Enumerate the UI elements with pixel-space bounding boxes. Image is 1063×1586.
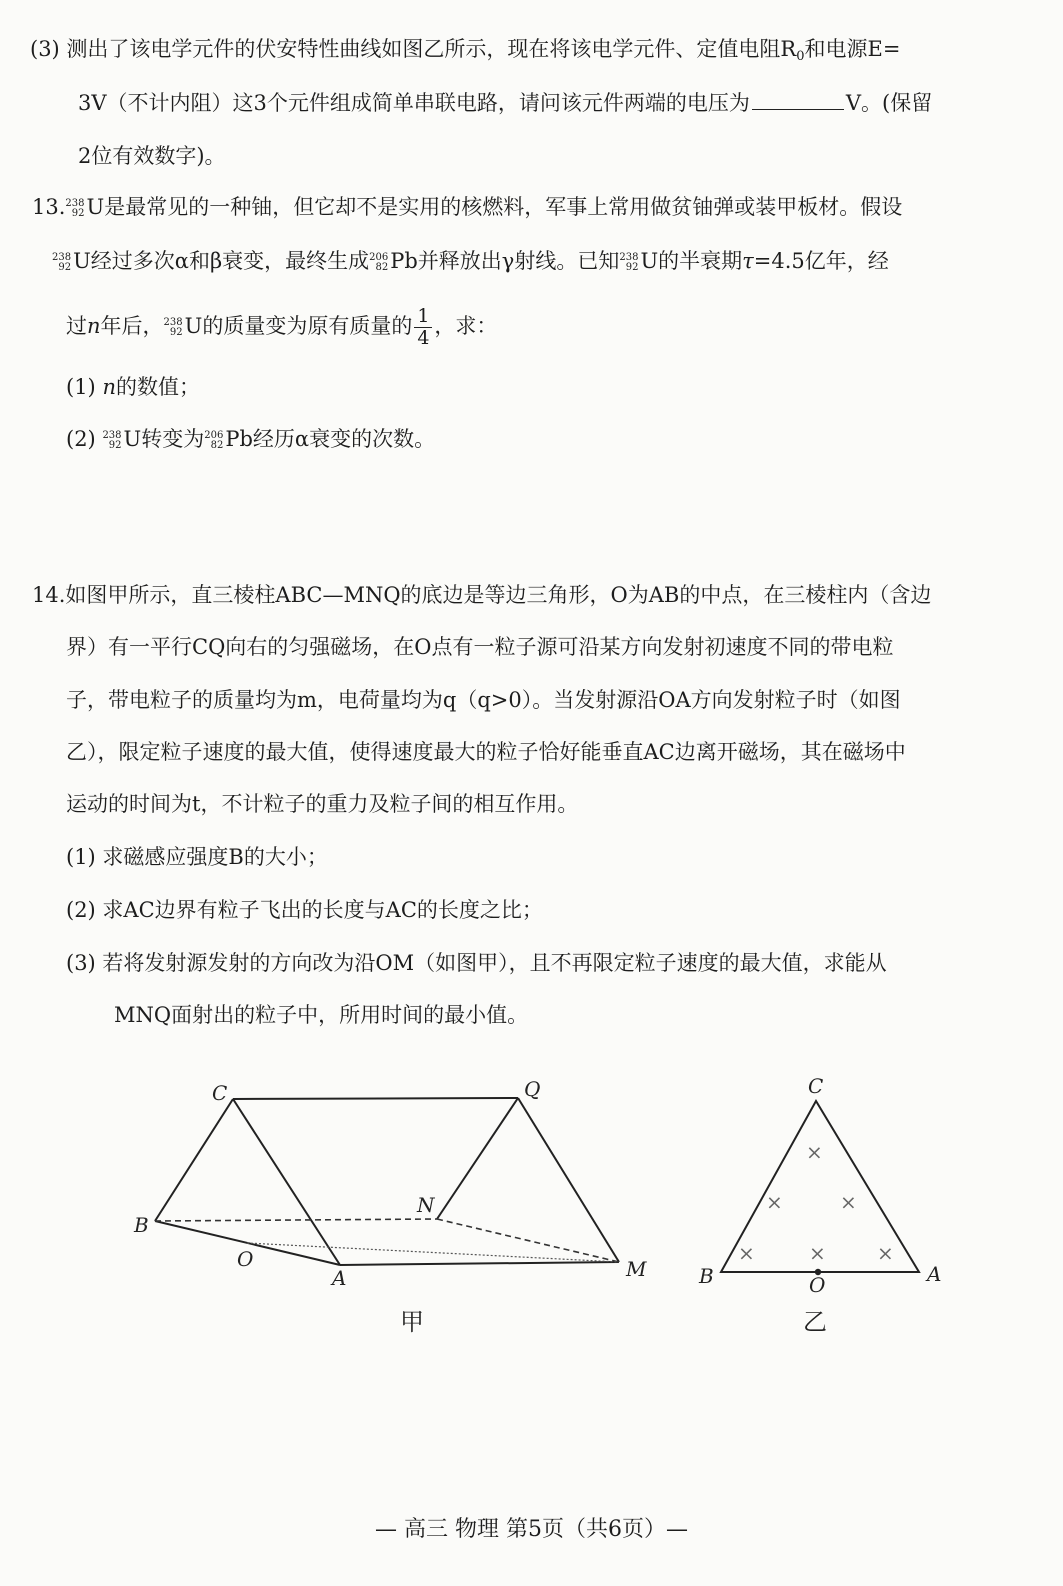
q13-sub1-text: 的数值； [115, 375, 200, 399]
label-b: B [699, 1264, 714, 1288]
q13-number: 13. [32, 195, 66, 219]
q13-sub1-label: (1) [66, 375, 96, 399]
isotope-pb206 [204, 431, 223, 451]
fraction-one-quarter [414, 306, 432, 349]
q14-text2: 界）有一平行CQ向右的匀强磁场，在O点有一粒子源可沿某方向发射初速度不同的带电粒 [66, 635, 894, 659]
atomic-number: 82 [210, 439, 224, 451]
q13-text3b: 年后， [100, 314, 164, 338]
edge-bc [155, 1099, 233, 1221]
label-b: B [134, 1213, 149, 1237]
mass-number: 206 [204, 429, 224, 441]
label-o: O [237, 1247, 254, 1271]
q13-text3c: U的质量变为原有质量的 [184, 314, 413, 338]
q13-text2a: U经过多次α和β衰变，最终生成 [73, 249, 370, 273]
isotope-pb206 [369, 253, 388, 273]
q13-text3a: 过 [66, 314, 87, 338]
answer-blank[interactable] [752, 89, 844, 110]
q14-text3: 子，带电粒子的质量均为m，电荷量均为q（q>0）。当发射源沿OA方向发射粒子时（如图 [66, 688, 901, 712]
r0-subscript: 0 [796, 49, 805, 64]
q12-3-text1-tail: 和电源E= [804, 37, 901, 61]
isotope-u238 [65, 199, 84, 219]
isotope-u238 [102, 431, 121, 451]
q14-sub3-text: (3) 若将发射源发射的方向改为沿OM（如图甲），且不再限定粒子速度的最大值，求能从 [66, 951, 887, 975]
q14-line3 [66, 685, 901, 715]
field-mark: × [809, 1241, 826, 1265]
q13-sub2-text-a: U转变为 [123, 427, 205, 451]
edge-am [340, 1262, 619, 1265]
q13-sub2 [66, 424, 435, 454]
q14-sub2-text: (2) 求AC边界有粒子飞出的长度与AC的长度之比； [66, 898, 543, 922]
q14-sub1 [66, 842, 328, 872]
field-mark: × [738, 1241, 755, 1265]
q14-sub3-cont-text: MNQ面射出的粒子中，所用时间的最小值。 [114, 1003, 529, 1027]
mass-number: 238 [65, 197, 85, 209]
q13-sub1 [66, 372, 200, 402]
q14-sub2 [66, 895, 543, 925]
line-om [247, 1243, 619, 1262]
mass-number: 238 [52, 251, 72, 263]
mass-number: 206 [369, 251, 389, 263]
q13-line1 [32, 192, 902, 222]
q12-3-text2-tail: V。(保留 [845, 91, 933, 115]
label-o: O [809, 1273, 826, 1297]
figure-jia-prism [120, 1070, 680, 1350]
field-mark: × [766, 1190, 783, 1214]
figure-yi-triangle [690, 1070, 950, 1350]
label-q: Q [524, 1077, 541, 1101]
edge-ca [233, 1099, 340, 1265]
q14-text5: 运动的时间为t，不计粒子的重力及粒子间的相互作用。 [66, 792, 579, 816]
q13-text1: U是最常见的一种铀，但它却不是实用的核燃料，军事上常用做贫铀弹或装甲板材。假设 [86, 195, 903, 219]
q13-sub2-label: (2) [66, 427, 96, 451]
n-variable: n [102, 375, 116, 399]
edge-cq [233, 1098, 518, 1099]
q12-3-text2: 3V（不计内阻）这3个元件组成简单串联电路，请问该元件两端的电压为 [78, 91, 750, 115]
q14-sub3 [66, 948, 887, 978]
label-c: C [212, 1081, 228, 1105]
label-m: M [626, 1257, 647, 1281]
q14-sub3-cont [114, 1000, 528, 1030]
atomic-number: 92 [108, 439, 122, 451]
q13-line3 [66, 306, 497, 349]
q12-3-text1: 测出了该电学元件的伏安特性曲线如图乙所示，现在将该电学元件、定值电阻R [66, 37, 797, 61]
q12-3-line3 [78, 141, 226, 171]
mass-number: 238 [102, 429, 122, 441]
edge-bn-hidden [155, 1219, 437, 1221]
label-n: N [417, 1193, 435, 1217]
edge-nm-hidden [437, 1219, 619, 1262]
edge-qm [518, 1098, 619, 1262]
field-mark: × [840, 1190, 857, 1214]
fraction-numerator: 1 [414, 306, 432, 328]
q13-text3d: ，求： [434, 314, 498, 338]
q12-3-line1 [30, 34, 900, 72]
q13-text2c: U的半衰期 [640, 249, 743, 273]
q14-line2 [66, 632, 894, 662]
atomic-number: 82 [375, 261, 389, 273]
q13-text2d: =4.5亿年，经 [753, 249, 889, 273]
label-a: A [927, 1262, 942, 1286]
q14-sub1-text: (1) 求磁感应强度B的大小； [66, 845, 328, 869]
mass-number: 238 [163, 316, 183, 328]
n-variable: n [87, 314, 101, 338]
q14-line5 [66, 789, 578, 819]
atomic-number: 92 [625, 261, 639, 273]
q14-number: 14. [32, 583, 66, 607]
q14-text4: 乙），限定粒子速度的最大值，使得速度最大的粒子恰好能垂直AC边离开磁场，其在磁场中 [66, 740, 906, 764]
label-a: A [332, 1266, 347, 1290]
q12-3-label: (3) [30, 37, 60, 61]
label-c: C [808, 1074, 824, 1098]
isotope-u238 [52, 253, 71, 273]
fraction-denominator: 4 [417, 327, 430, 349]
q12-3-text3: 2位有效数字)。 [78, 144, 226, 168]
isotope-u238 [164, 318, 183, 338]
q14-line1 [32, 580, 931, 610]
atomic-number: 92 [58, 261, 72, 273]
figure-yi-caption: 乙 [803, 1308, 827, 1336]
q14-text1: 如图甲所示，直三棱柱ABC—MNQ的底边是等边三角形，O为AB的中点，在三棱柱内（含边 [65, 583, 932, 607]
edge-qn [437, 1098, 518, 1219]
q13-text2b: Pb并释放出γ射线。已知 [390, 249, 620, 273]
mass-number: 238 [619, 251, 639, 263]
q14-line4 [66, 737, 906, 767]
q12-3-line2 [78, 88, 932, 118]
page-footer: — 高三 物理 第5页（共6页）— [375, 1517, 688, 1542]
atomic-number: 92 [169, 326, 183, 338]
field-mark: × [877, 1241, 894, 1265]
isotope-u238 [619, 253, 638, 273]
q13-line2 [52, 246, 889, 276]
field-mark: × [806, 1140, 823, 1164]
q13-sub2-text-b: Pb经历α衰变的次数。 [225, 427, 436, 451]
tau-symbol: τ [742, 249, 754, 273]
figure-jia-caption: 甲 [400, 1308, 424, 1336]
atomic-number: 92 [71, 207, 85, 219]
